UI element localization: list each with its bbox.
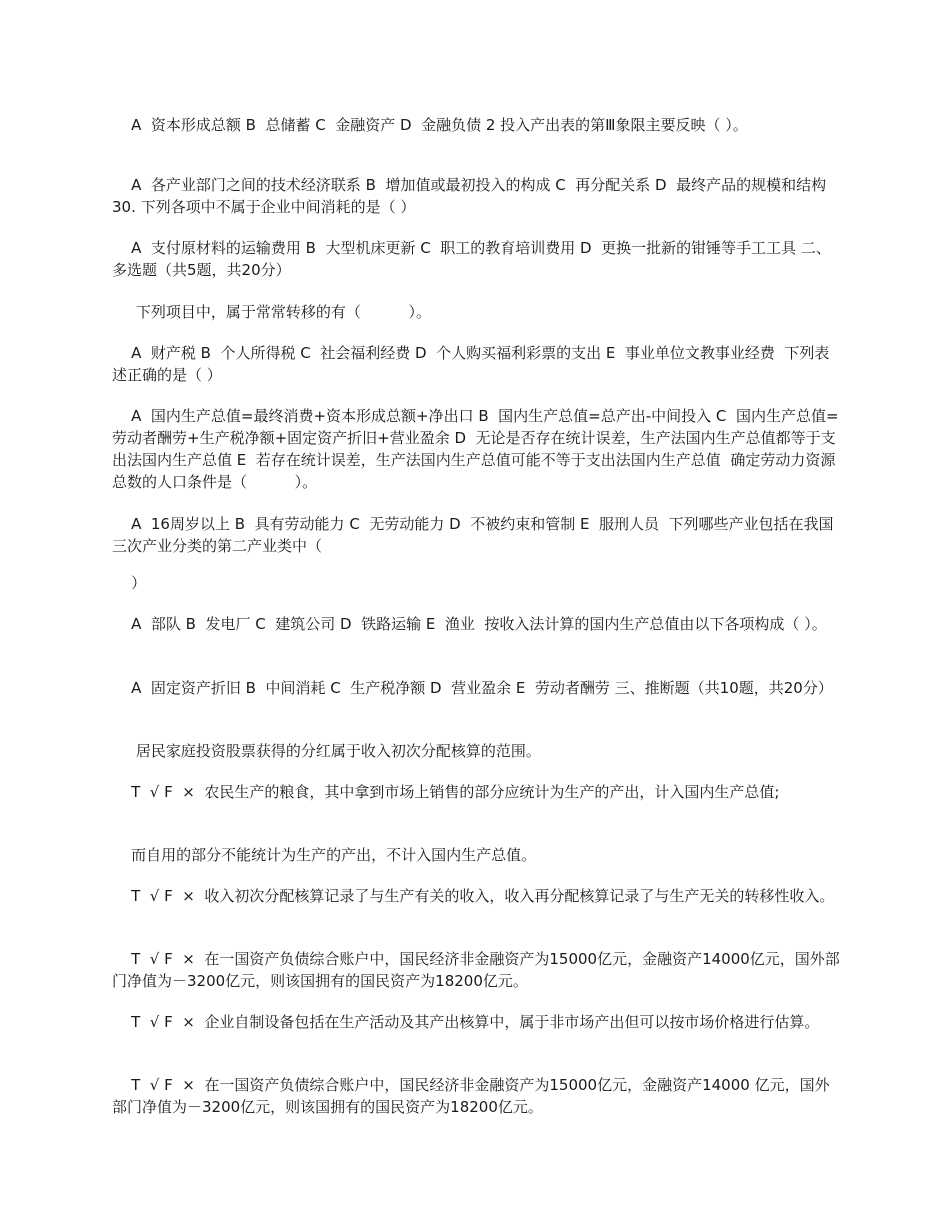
paragraph: T √ F × 在一国资产负债综合账户中，国民经济非金融资产为15000亿元，金融资产14000亿元，国外部门净值为－3200亿元，则该国拥有的国民资产为18200亿元。 — [112, 950, 840, 990]
paragraph: A 资本形成总额 B 总储蓄 C 金融资产 D 金融负债 2 投入产出表的第Ⅲ象限主要反映（ ）。 — [112, 116, 748, 134]
paragraph: T √ F × 收入初次分配核算记录了与生产有关的收入，收入再分配核算记录了与生产无关的转移性收入。 — [112, 887, 835, 905]
paragraph: 下列项目中，属于常常转移的有（ ）。 — [112, 303, 432, 321]
paragraph: A 支付原材料的运输费用 B 大型机床更新 C 职工的教育培训费用 D 更换一批新的钳锤等手工工具 二、多选题（共5题，共20分） — [112, 239, 831, 279]
paragraph: 而自用的部分不能统计为生产的产出，不计入国内生产总值。 — [112, 846, 537, 864]
paragraph: A 固定资产折旧 B 中间消耗 C 生产税净额 D 营业盈余 E 劳动者酬劳 三、推断题（共10题，共20分） — [112, 679, 833, 697]
paragraph: T √ F × 企业自制设备包括在生产活动及其产出核算中，属于非市场产出但可以按市场价格进行估算。 — [112, 1013, 820, 1031]
paragraph: T √ F × 农民生产的粮食，其中拿到市场上销售的部分应统计为生产的产出，计入国内生产总值; — [112, 783, 780, 801]
paragraph: A 各产业部门之间的技术经济联系 B 增加值或最初投入的构成 C 再分配关系 D 最终产品的规模和结构 30. 下列各项中不属于企业中间消耗的是（ ） — [112, 176, 831, 216]
paragraph: A 16周岁以上 B 具有劳动能力 C 无劳动能力 D 不被约束和管制 E 服刑人员 下列哪些产业包括在我国三次产业分类的第二产业类中（ — [112, 515, 834, 555]
paragraph: A 部队 B 发电厂 C 建筑公司 D 铁路运输 E 渔业 按收入法计算的国内生产总值由以下各项构成（ ）。 — [112, 615, 827, 633]
paragraph: 居民家庭投资股票获得的分红属于收入初次分配核算的范围。 — [112, 742, 541, 760]
paragraph: A 国内生产总值=最终消费+资本形成总额+净出口 B 国内生产总值=总产出-中间投入 C 国内生产总值=劳动者酬劳+生产税净额+固定资产折旧+营业盈余 D 无论是否存在统计误差，生产法国内生产总值都等于支出法国内生产总值 E 若存在统计误差，生产法国内生产总值可能不等于支出法国内生产总值 确定劳动力资源总数的人口条件是（ ）。 — [112, 407, 839, 491]
paragraph: A 财产税 B 个人所得税 C 社会福利经费 D 个人购买福利彩票的支出 E 事业单位文教事业经费 下列表述正确的是（ ） — [112, 344, 830, 384]
paragraph: ） — [112, 574, 147, 592]
paragraph: T √ F × 在一国资产负债综合账户中，国民经济非金融资产为15000亿元，金融资产14000 亿元，国外部门净值为－3200亿元，则该国拥有的国民资产为18200亿元。 — [112, 1076, 830, 1116]
